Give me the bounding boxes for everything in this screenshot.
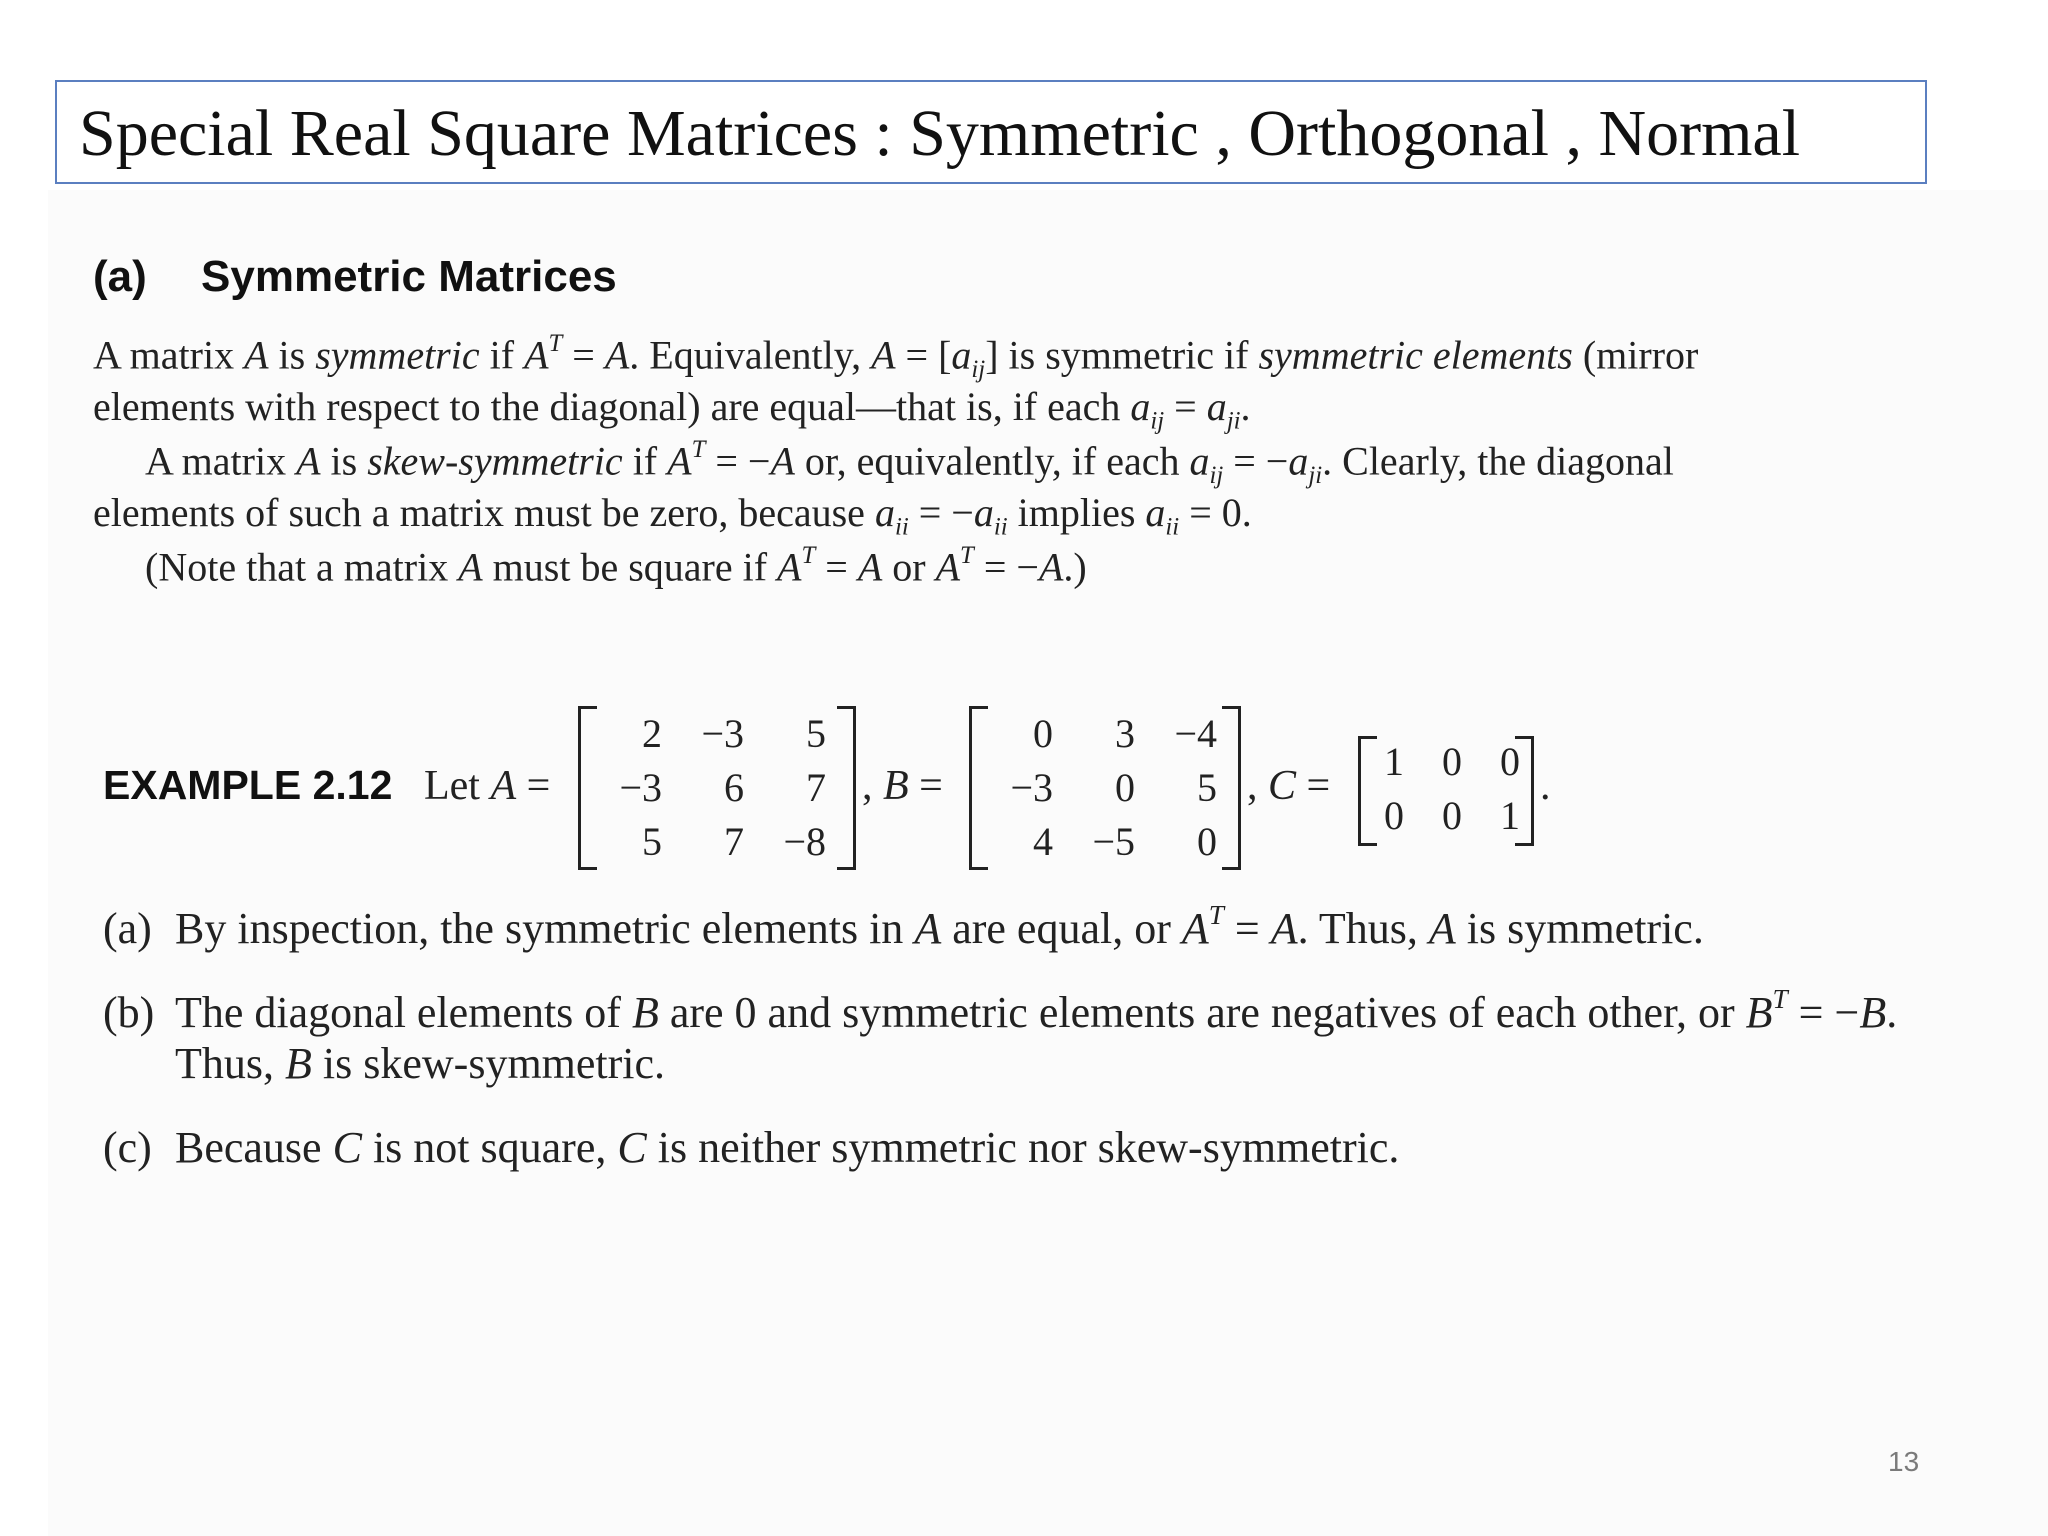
page-number: 13 — [1888, 1446, 1920, 1477]
matrix-c — [1358, 736, 1534, 846]
matrix-a — [578, 706, 856, 870]
matrix-C-cell: 0 — [1500, 739, 1520, 784]
slide-title-box — [55, 80, 1927, 184]
matrix-B-cell: −3 — [1010, 765, 1053, 810]
matrix-B-cell: 0 — [1115, 765, 1135, 810]
matrix-C-cell: 0 — [1442, 739, 1462, 784]
matrix-A-cell: 2 — [642, 711, 662, 756]
example-label: EXAMPLE 2.12 — [103, 762, 393, 808]
matrix-A-cell: 7 — [724, 819, 744, 864]
matrix-B-cell: 5 — [1197, 765, 1217, 810]
matrix-A-cell: 5 — [806, 711, 826, 756]
matrix-B-cell: 3 — [1115, 711, 1135, 756]
matrix-b — [969, 706, 1241, 870]
section-heading — [93, 252, 617, 302]
let-a-equals: Let A = — [424, 763, 551, 809]
matrix-A-cell: −3 — [619, 765, 662, 810]
matrix-C-cell: 1 — [1500, 793, 1520, 838]
solution-item-c: (c) Because C is not square, C is neither symmetric nor skew-symmetric. — [103, 1123, 1400, 1172]
section-label: (a) — [93, 252, 147, 301]
period: . — [1540, 763, 1551, 809]
matrix-A-cell: 7 — [806, 765, 826, 810]
definition-line-1: A matrix A is symmetric if $A^T = A$. Equivalently, $A = [a_{ij}]$ is symmetric if symmetric elements (mirror — [93, 330, 1699, 384]
matrix-B-cell: −5 — [1092, 819, 1135, 864]
matrix-C-cell: 0 — [1442, 793, 1462, 838]
matrix-B-cell: 0 — [1033, 711, 1053, 756]
definition-line-2: elements with respect to the diagonal) are equal—that is, if each $a_{ij} = a_{ji}$. — [93, 384, 1251, 435]
matrix-A-cell: 6 — [724, 765, 744, 810]
matrix-C-cell: 1 — [1384, 739, 1404, 784]
matrix-A-cell: −3 — [701, 711, 744, 756]
section-title: Symmetric Matrices — [201, 252, 617, 301]
definition-line-5: (Note that a matrix A must be square if $A^T = A$ or $A^T = -A$.) — [145, 542, 1087, 590]
comma-b-equals: , B = — [862, 763, 943, 809]
solution-item-b: (b) The diagonal elements of B are 0 and symmetric elements are negatives of each other, or $B^T = -B$. — [103, 984, 1898, 1038]
matrix-A-cell: 5 — [642, 819, 662, 864]
matrix-A-cell: −8 — [783, 819, 826, 864]
solution-item-a: (a) By inspection, the symmetric elements in A are equal, or $A^T = A$. Thus, A is symmetric. — [103, 900, 1704, 954]
definition-line-4: elements of such a matrix must be zero, because $a_{ii} = -a_{ii}$ implies $a_{ii} = 0$. — [93, 490, 1252, 541]
comma-c-equals: , C = — [1247, 763, 1331, 809]
slide-title: Special Real Square Matrices : Symmetric , Orthogonal , Normal — [79, 97, 1801, 170]
matrix-C-cell: 0 — [1384, 793, 1404, 838]
matrix-B-cell: −4 — [1174, 711, 1217, 756]
solution-item-b-cont: Thus, B is skew-symmetric. — [175, 1039, 666, 1088]
matrix-B-cell: 0 — [1197, 819, 1217, 864]
matrix-B-cell: 4 — [1033, 819, 1053, 864]
definition-line-3: A matrix A is skew-symmetric if $A^T = -A$ or, equivalently, if each $a_{ij} = -a_{ji}$. Clearly, the diagonal — [145, 436, 1674, 490]
